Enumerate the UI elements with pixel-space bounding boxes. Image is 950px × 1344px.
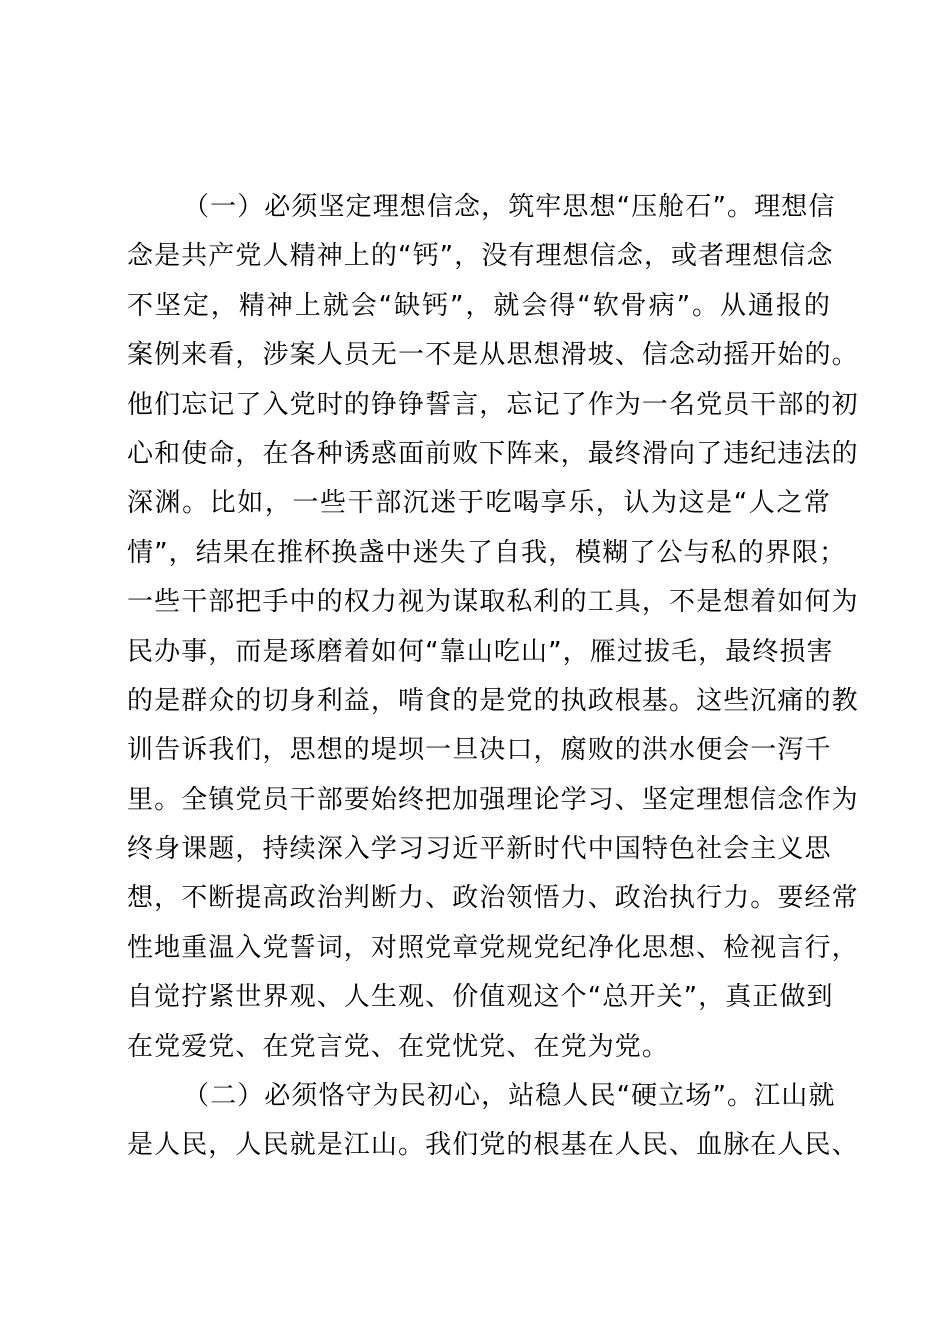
paragraph-section-1: [127, 183, 859, 1072]
paragraph-line: 民办事，而是琢磨着如何“靠山吃山”，雁过拔毛，最终损害: [127, 636, 834, 667]
paragraph-line: 想，不断提高政治判断力、政治领悟力、政治执行力。要经常: [127, 883, 859, 914]
paragraph-line: 的是群众的切身利益，啃食的是党的执政根基。这些沉痛的教: [127, 685, 859, 716]
paragraph-line: 情”，结果在推杯换盏中迷失了自我，模糊了公与私的界限；: [127, 537, 847, 568]
paragraph-line: 心和使命，在各种诱惑面前败下阵来，最终滑向了违纪违法的: [127, 438, 859, 469]
paragraph-line: 念是共产党人精神上的“钙”，没有理想信念，或者理想信念: [127, 241, 834, 272]
paragraph-line: 终身课题，持续深入学习习近平新时代中国特色社会主义思: [127, 834, 832, 865]
paragraph-line: 在党爱党、在党言党、在党忧党、在党为党。: [127, 1031, 670, 1062]
paragraph-line: 性地重温入党誓词，对照党章党规党纪净化思想、检视言行，: [127, 932, 859, 963]
paragraph-line: 不坚定，精神上就会“缺钙”，就会得“软骨病”。从通报的: [127, 290, 831, 321]
paragraph-section-2: [127, 1072, 859, 1171]
document-body: [127, 183, 859, 1171]
paragraph-line: （二）必须恪守为民初心，站稳人民“硬立场”。江山就: [183, 1081, 836, 1112]
paragraph-line: 深渊。比如，一些干部沉迷于吃喝享乐，认为这是“人之常: [127, 488, 831, 519]
paragraph-line: （一）必须坚定理想信念，筑牢思想“压舱石”。理想信: [183, 192, 836, 222]
paragraph-line: 案例来看，涉案人员无一不是从思想滑坡、信念动摇开始的。: [127, 340, 859, 371]
paragraph-line: 一些干部把手中的权力视为谋取私利的工具，不是想着如何为: [127, 587, 859, 618]
paragraph-line: 里。全镇党员干部要始终把加强理论学习、坚定理想信念作为: [127, 784, 859, 815]
paragraph-line: 训告诉我们，思想的堤坝一旦决口，腐败的洪水便会一泻千: [127, 735, 832, 766]
paragraph-line: 他们忘记了入党时的铮铮誓言，忘记了作为一名党员干部的初: [127, 389, 859, 420]
paragraph-line: 自觉拧紧世界观、人生观、价值观这个“总开关”，真正做到: [127, 982, 834, 1013]
paragraph-line: 是人民，人民就是江山。我们党的根基在人民、血脉在人民、: [127, 1130, 859, 1161]
